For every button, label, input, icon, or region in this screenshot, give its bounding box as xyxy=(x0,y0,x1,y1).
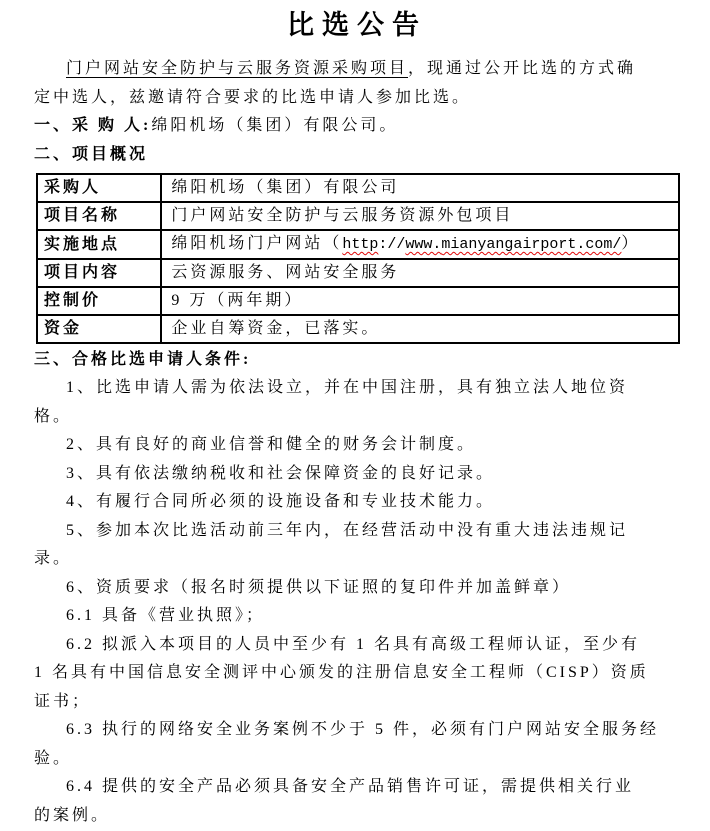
condition-line: 6.1 具备《营业执照》； xyxy=(66,607,266,624)
condition-line: 2、具有良好的商业信誉和健全的财务会计制度。 xyxy=(66,436,477,453)
table-row-funds xyxy=(37,315,679,343)
section-heading-conditions: 三、合格比选申请人条件: xyxy=(34,351,252,368)
url-separator: :// xyxy=(378,236,406,253)
condition-line: 3、具有依法缴纳税收和社会保障资金的良好记录。 xyxy=(66,464,496,482)
table-row-content xyxy=(37,259,679,287)
table-row-control-price xyxy=(37,287,679,315)
condition-line: 6、资质要求（报名时须提供以下证照的复印件并加盖鲜章） xyxy=(66,578,572,596)
condition-line: 录。 xyxy=(34,550,73,567)
intro-paragraph xyxy=(34,55,680,112)
intro-line-2: 定中选人，兹邀请符合要求的比选申请人参加比选。 xyxy=(34,88,472,106)
condition-line: 6.4 提供的安全产品必须具备安全产品销售许可证，需提供相关行业 xyxy=(66,778,635,795)
condition-line: 格。 xyxy=(34,407,73,425)
table-row-site xyxy=(37,230,679,259)
section-heading-buyer xyxy=(34,112,680,141)
conditions-list xyxy=(34,374,680,830)
row-label: 项目名称 xyxy=(37,202,161,230)
condition-line: 证书； xyxy=(34,692,92,710)
url-scheme: http xyxy=(342,236,379,253)
condition-line: 1、比选申请人需为依法设立，并在中国注册，具有独立法人地位资 xyxy=(66,379,629,396)
url-domain: mianyangairport.com/ xyxy=(441,236,622,253)
section-heading-overview: 二、项目概况 xyxy=(34,145,149,163)
row-label: 采购人 xyxy=(37,174,161,202)
row-label: 实施地点 xyxy=(37,230,161,259)
intro-line-1-rest: ，现通过公开比选的方式确 xyxy=(408,60,637,77)
project-overview-table xyxy=(36,173,680,344)
row-value: 门户网站安全防护与云服务资源外包项目 xyxy=(161,202,679,230)
row-label: 项目内容 xyxy=(37,259,161,287)
condition-line: 6.3 执行的网络安全业务案例不少于 5 件，必须有门户网站安全服务经 xyxy=(66,721,660,738)
condition-line: 4、有履行合同所必须的设施设备和专业技术能力。 xyxy=(66,493,496,510)
buyer-value: 绵阳机场（集团）有限公司。 xyxy=(151,117,399,134)
site-suffix: ） xyxy=(621,235,641,252)
row-label: 控制价 xyxy=(37,287,161,315)
intro-line-1 xyxy=(34,55,680,84)
buyer-label: 一、采 购 人: xyxy=(34,117,152,134)
condition-line: 的案例。 xyxy=(34,806,111,824)
project-name-underlined: 门户网站安全防护与云服务资源采购项目 xyxy=(66,60,409,77)
page-title: 比选公告 xyxy=(287,10,427,40)
row-value: 绵阳机场（集团）有限公司 xyxy=(161,174,679,202)
condition-line: 1 名具有中国信息安全测评中心颁发的注册信息安全工程师（CISP）资质 xyxy=(34,664,649,681)
table-row-project-name xyxy=(37,202,679,230)
condition-line: 6.2 拟派入本项目的人员中至少有 1 名具有高级工程师认证，至少有 xyxy=(66,635,641,653)
row-value: 企业自筹资金，已落实。 xyxy=(161,315,679,343)
url-www: www. xyxy=(405,236,442,253)
condition-line: 验。 xyxy=(34,749,73,767)
table-row-purchaser xyxy=(37,174,679,202)
row-value-site xyxy=(161,230,679,259)
row-value: 云资源服务、网站安全服务 xyxy=(161,259,679,287)
row-label: 资金 xyxy=(37,315,161,343)
site-prefix: 绵阳机场门户网站（ xyxy=(171,235,343,252)
condition-line: 5、参加本次比选活动前三年内，在经营活动中没有重大违法违规记 xyxy=(66,521,629,539)
row-value: 9 万（两年期） xyxy=(161,287,679,315)
